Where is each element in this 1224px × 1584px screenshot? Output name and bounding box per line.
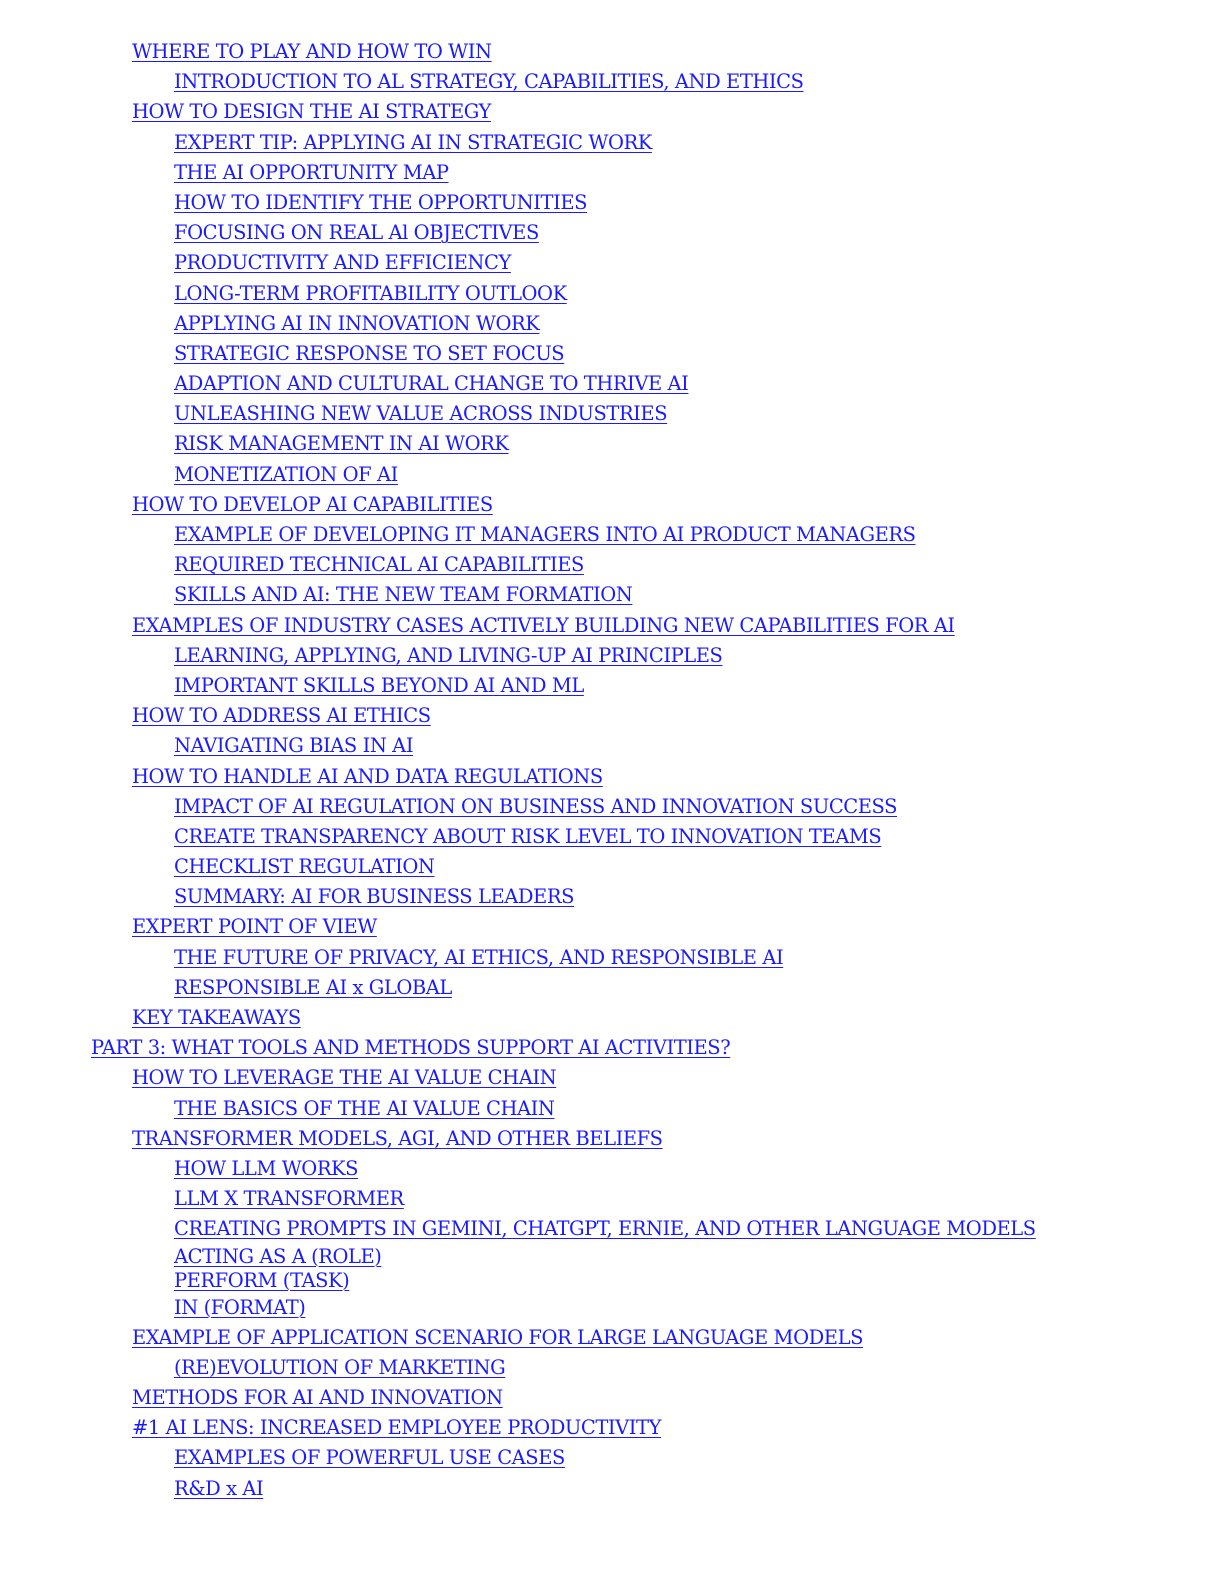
toc-section-link[interactable]: SUMMARY: AI FOR BUSINESS LEADERS xyxy=(174,885,574,909)
toc-section-link[interactable]: THE BASICS OF THE AI VALUE CHAIN xyxy=(174,1096,555,1120)
toc-section-link[interactable]: PERFORM (TASK) xyxy=(174,1268,350,1292)
toc-section-link[interactable]: REQUIRED TECHNICAL AI CAPABILITIES xyxy=(174,553,584,577)
toc-section-link[interactable]: THE FUTURE OF PRIVACY, AI ETHICS, AND RESPONSIBLE AI xyxy=(174,945,784,969)
toc-chapter-link[interactable]: #1 AI LENS: INCREASED EMPLOYEE PRODUCTIVITY xyxy=(132,1416,662,1440)
toc-section-link[interactable]: INTRODUCTION TO AL STRATEGY, CAPABILITIES, AND ETHICS xyxy=(174,70,804,94)
table-of-contents xyxy=(0,37,1224,1504)
toc-section-link[interactable]: LONG-TERM PROFITABILITY OUTLOOK xyxy=(174,281,567,305)
toc-section-link[interactable]: SKILLS AND AI: THE NEW TEAM FORMATION xyxy=(174,583,633,607)
toc-section-link[interactable]: IMPORTANT SKILLS BEYOND AI AND ML xyxy=(174,673,584,697)
toc-chapter-link[interactable]: HOW TO DESIGN THE AI STRATEGY xyxy=(132,100,491,124)
toc-chapter-link[interactable]: EXAMPLE OF APPLICATION SCENARIO FOR LARGE LANGUAGE MODELS xyxy=(132,1325,863,1349)
toc-section-link[interactable]: CHECKLIST REGULATION xyxy=(174,855,435,879)
toc-chapter-link[interactable]: METHODS FOR AI AND INNOVATION xyxy=(132,1386,503,1410)
toc-section-link[interactable]: APPLYING AI IN INNOVATION WORK xyxy=(174,311,540,335)
toc-section-link[interactable]: FOCUSING ON REAL Al OBJECTIVES xyxy=(174,221,539,245)
toc-section-link[interactable]: STRATEGIC RESPONSE TO SET FOCUS xyxy=(174,341,565,365)
toc-section-link[interactable]: (RE)EVOLUTION OF MARKETING xyxy=(174,1355,506,1379)
toc-section-link[interactable]: PRODUCTIVITY AND EFFICIENCY xyxy=(174,251,511,275)
toc-section-link[interactable]: LLM X TRANSFORMER xyxy=(174,1187,404,1211)
toc-section-link[interactable]: THE AI OPPORTUNITY MAP xyxy=(174,160,449,184)
toc-section-link[interactable]: LEARNING, APPLYING, AND LIVING-UP AI PRINCIPLES xyxy=(174,643,723,667)
toc-part-link[interactable]: PART 3: WHAT TOOLS AND METHODS SUPPORT AI ACTIVITIES? xyxy=(91,1036,731,1060)
toc-chapter-link[interactable]: KEY TAKEAWAYS xyxy=(132,1006,301,1029)
toc-chapter-link[interactable]: HOW TO DEVELOP AI CAPABILITIES xyxy=(132,492,493,516)
toc-section-link[interactable]: CREATING PROMPTS IN GEMINI, CHATGPT, ERNIE, AND OTHER LANGUAGE MODELS xyxy=(174,1217,1036,1241)
toc-chapter-link[interactable]: TRANSFORMER MODELS, AGI, AND OTHER BELIEFS xyxy=(132,1126,663,1150)
toc-section-link[interactable]: RESPONSIBLE AI x GLOBAL xyxy=(174,975,452,999)
toc-section-link[interactable]: HOW TO IDENTIFY THE OPPORTUNITIES xyxy=(174,190,588,214)
toc-chapter-link[interactable]: HOW TO LEVERAGE THE AI VALUE CHAIN xyxy=(132,1066,557,1090)
toc-section-link[interactable]: EXAMPLE OF DEVELOPING IT MANAGERS INTO AI PRODUCT MANAGERS xyxy=(174,523,916,546)
toc-section-link[interactable]: NAVIGATING BIAS IN AI xyxy=(174,734,414,758)
toc-section-link[interactable]: CREATE TRANSPARENCY ABOUT RISK LEVEL TO INNOVATION TEAMS xyxy=(174,824,882,848)
toc-section-link[interactable]: HOW LLM WORKS xyxy=(174,1156,359,1180)
toc-section-link[interactable]: R&D x AI xyxy=(174,1476,264,1500)
toc-section-link[interactable]: UNLEASHING NEW VALUE ACROSS INDUSTRIES xyxy=(174,402,668,426)
toc-chapter-link[interactable]: EXAMPLES OF INDUSTRY CASES ACTIVELY BUILDING NEW CAPABILITIES FOR AI xyxy=(132,613,955,637)
toc-chapter-link[interactable]: WHERE TO PLAY AND HOW TO WIN xyxy=(132,40,492,63)
toc-chapter-link[interactable]: HOW TO HANDLE AI AND DATA REGULATIONS xyxy=(132,764,603,788)
toc-section-link[interactable]: MONETIZATION OF AI xyxy=(174,462,398,486)
toc-chapter-link[interactable]: HOW TO ADDRESS AI ETHICS xyxy=(132,704,431,728)
toc-section-link[interactable]: ACTING AS A (ROLE) xyxy=(174,1244,382,1268)
toc-section-link[interactable]: IMPACT OF AI REGULATION ON BUSINESS AND INNOVATION SUCCESS xyxy=(174,794,898,818)
toc-section-link[interactable]: RISK MANAGEMENT IN AI WORK xyxy=(174,432,509,456)
toc-chapter-link[interactable]: EXPERT POINT OF VIEW xyxy=(132,915,377,939)
toc-section-link[interactable]: ADAPTION AND CULTURAL CHANGE TO THRIVE AI xyxy=(174,372,689,396)
toc-section-link[interactable]: EXPERT TIP: APPLYING AI IN STRATEGIC WORK xyxy=(174,130,652,154)
toc-section-link[interactable]: EXAMPLES OF POWERFUL USE CASES xyxy=(174,1446,565,1470)
toc-section-link[interactable]: IN (FORMAT) xyxy=(174,1295,306,1319)
